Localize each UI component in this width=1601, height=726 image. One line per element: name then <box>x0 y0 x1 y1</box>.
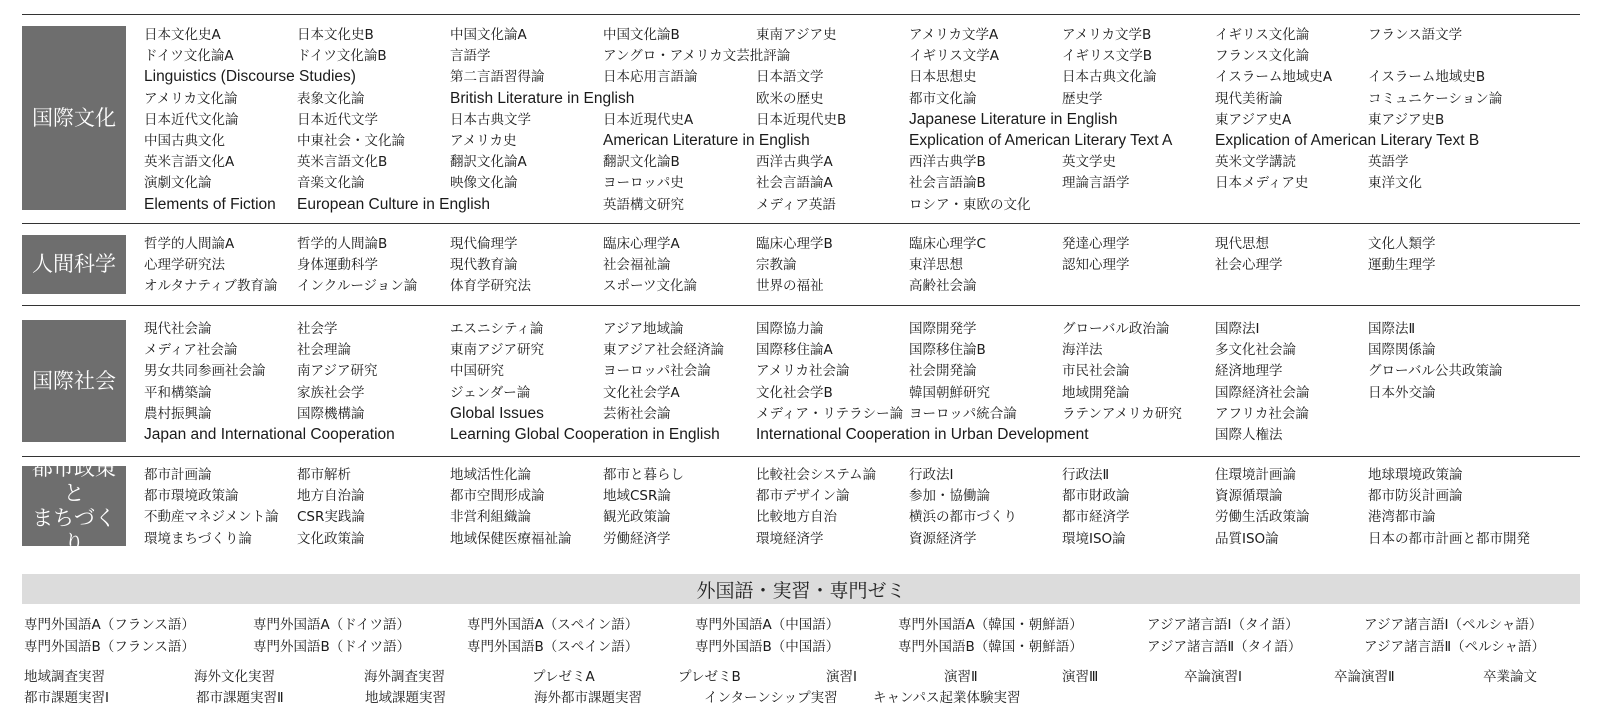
course-item: 日本文化史B <box>297 27 374 43</box>
course-item: 翻訳文化論A <box>450 154 527 171</box>
course-item: 日本古典文学 <box>450 111 531 128</box>
language-course-item: アジア諸言語Ⅰ（ペルシャ語） <box>1364 617 1543 633</box>
course-item: 臨床心理学A <box>603 236 680 252</box>
course-item: 文化政策論 <box>297 530 365 547</box>
course-item: 経済地理学 <box>1215 363 1283 380</box>
course-item: ドイツ文化論A <box>144 48 234 65</box>
course-item: 日本近現代史A <box>603 111 694 128</box>
course-item: グローバル政治論 <box>1062 321 1170 337</box>
course-item: 都市文化論 <box>909 90 977 107</box>
course-item: オルタナティブ教育論 <box>144 278 278 295</box>
course-item: 不動産マネジメント論 <box>144 509 279 526</box>
course-item: ドイツ文化論B <box>297 48 387 65</box>
course-item: ラテンアメリカ研究 <box>1062 405 1182 422</box>
language-course-item: 専門外国語A（韓国・朝鮮語） <box>898 617 1083 633</box>
course-item: 比較地方自治 <box>756 509 837 526</box>
course-item: 日本思想史 <box>909 69 977 86</box>
section-divider <box>22 305 1580 306</box>
course-item: 中東社会・文化論 <box>297 133 405 149</box>
course-item: 環境まちづくり論 <box>144 530 252 547</box>
course-item: 臨床心理学C <box>909 236 986 252</box>
section-divider <box>22 223 1580 224</box>
practicum-item: 海外文化実習 <box>194 669 275 685</box>
course-item: 地球環境政策論 <box>1368 467 1463 483</box>
course-item: 心理学研究法 <box>144 257 225 274</box>
course-item: British Literature in English <box>450 89 635 107</box>
practicum-item: 卒論演習Ⅰ <box>1184 669 1242 685</box>
course-item: Linguistics (Discourse Studies) <box>144 68 356 86</box>
course-item: 国際法Ⅱ <box>1368 321 1416 337</box>
practicum-item: プレゼミA <box>532 669 595 685</box>
course-item: 言語学 <box>450 48 491 65</box>
course-item: 港湾都市論 <box>1368 509 1436 526</box>
course-item: Global Issues <box>450 404 544 422</box>
language-course-item: 専門外国語A（中国語） <box>695 617 840 633</box>
course-item: Explication of American Literary Text A <box>909 132 1173 149</box>
course-item: 文化社会学A <box>603 384 680 401</box>
practicum-item: 演習Ⅰ <box>826 669 857 685</box>
course-item: Elements of Fiction <box>144 195 276 213</box>
course-item: インクルージョン論 <box>297 278 418 295</box>
course-item: 環境ISO論 <box>1062 530 1126 547</box>
course-item: 労働生活政策論 <box>1215 509 1310 526</box>
course-item: 翻訳文化論B <box>603 154 680 171</box>
course-item: 社会理論 <box>297 342 351 359</box>
course-item: 社会言語論A <box>756 175 833 192</box>
course-item: コミュニケーション論 <box>1368 90 1503 107</box>
course-item: イスラーム地域史A <box>1215 69 1333 86</box>
course-item: 日本の都市計画と都市開発 <box>1368 530 1530 547</box>
course-item: CSR実践論 <box>297 509 365 526</box>
language-course-item: 専門外国語B（スペイン語） <box>467 639 639 655</box>
course-item: 地域保健医療福祉論 <box>450 530 572 547</box>
course-item: イギリス文学B <box>1062 48 1152 65</box>
course-item: 現代教育論 <box>450 257 518 274</box>
course-item: アフリカ社会論 <box>1215 405 1309 422</box>
course-item: 英語構文研究 <box>603 196 684 213</box>
course-item: アングロ・アメリカ文芸批評論 <box>603 48 791 65</box>
category-label-line: 都市政策 <box>32 456 116 480</box>
course-item: 東アジア史A <box>1215 111 1292 128</box>
course-item: 映像文化論 <box>450 175 518 192</box>
practicum-item: 海外調査実習 <box>364 669 445 685</box>
course-item: 都市デザイン論 <box>756 488 850 505</box>
practicum-item: キャンパス起業体験実習 <box>873 690 1021 706</box>
course-item: 国際経済社会論 <box>1215 384 1310 401</box>
course-item: ヨーロッパ社会論 <box>603 363 711 380</box>
course-item: 演劇文化論 <box>144 175 212 192</box>
practicum-item: 海外都市課題実習 <box>534 690 642 706</box>
language-course-item: 専門外国語B（フランス語） <box>24 639 195 655</box>
practicum-item: 都市課題実習Ⅰ <box>24 690 109 706</box>
course-item: 日本応用言語論 <box>603 69 698 86</box>
course-item: 中国文化論B <box>603 27 680 43</box>
course-item: 欧米の歴史 <box>756 90 824 107</box>
course-item: 東南アジア研究 <box>450 342 544 359</box>
course-item: 参加・協働論 <box>909 488 990 505</box>
course-item: 労働経済学 <box>603 530 671 547</box>
language-course-item: 専門外国語A（フランス語） <box>24 617 195 633</box>
course-item: 世界の福祉 <box>756 278 824 295</box>
course-item: 東洋文化 <box>1368 175 1422 192</box>
course-item: 認知心理学 <box>1062 257 1130 274</box>
course-item: 社会福祉論 <box>603 257 671 274</box>
course-item: 中国文化論A <box>450 27 527 43</box>
course-item: 国際法Ⅰ <box>1215 321 1260 337</box>
course-item: イギリス文化論 <box>1215 27 1310 43</box>
section-banner <box>22 574 1580 604</box>
top-rule <box>22 14 1580 15</box>
course-item: ヨーロッパ統合論 <box>909 405 1017 422</box>
course-item: 国際機構論 <box>297 405 365 422</box>
course-item: ロシア・東欧の文化 <box>909 196 1031 213</box>
course-item: 都市解析 <box>297 467 351 483</box>
practicum-item: 演習Ⅲ <box>1062 669 1099 685</box>
course-item: 歴史学 <box>1062 90 1103 107</box>
course-item: 都市環境政策論 <box>144 488 239 505</box>
course-item: 現代美術論 <box>1215 90 1283 107</box>
language-course-item: 専門外国語B（ドイツ語） <box>253 639 411 655</box>
language-course-item: アジア諸言語Ⅱ（ペルシャ語） <box>1364 639 1545 655</box>
course-item: アメリカ文化論 <box>144 90 238 107</box>
course-item: 横浜の都市づくり <box>909 509 1017 526</box>
course-item: メディア・リテラシー論 <box>756 405 904 422</box>
practicum-item: プレゼミB <box>678 669 741 685</box>
course-item: 国際人権法 <box>1215 427 1283 443</box>
course-item: 地域開発論 <box>1062 384 1130 401</box>
course-item: 日本語文学 <box>756 69 824 86</box>
practicum-item: 都市課題実習Ⅱ <box>196 690 284 706</box>
course-item: 英米言語文化B <box>297 154 388 171</box>
practicum-item: 演習Ⅱ <box>944 669 978 685</box>
language-course-item: 専門外国語B（中国語） <box>695 639 840 655</box>
course-item: スポーツ文化論 <box>603 278 697 295</box>
course-item: Explication of American Literary Text B <box>1215 132 1480 149</box>
course-item: 品質ISO論 <box>1215 530 1279 547</box>
course-item: イスラーム地域史B <box>1368 69 1486 86</box>
course-item: 英語学 <box>1368 154 1409 171</box>
course-item: フランス語文学 <box>1368 27 1463 43</box>
course-item: 社会開発論 <box>909 363 977 380</box>
course-item: 行政法Ⅰ <box>909 467 954 483</box>
course-item: メディア社会論 <box>144 342 238 359</box>
course-item: 国際移住論A <box>756 342 833 359</box>
category-label-line: まちづくり <box>32 506 116 555</box>
course-item: 発達心理学 <box>1062 236 1130 252</box>
practicum-item: インターンシップ実習 <box>704 690 838 706</box>
course-item: 日本メディア史 <box>1215 175 1309 192</box>
category-label: 国際社会 <box>22 320 126 442</box>
category-label: 国際文化 <box>22 26 126 210</box>
course-item: 第二言語習得論 <box>450 69 545 86</box>
course-item: 東アジア史B <box>1368 111 1445 128</box>
practicum-item: 地域課題実習 <box>365 690 446 706</box>
course-item: 現代社会論 <box>144 321 212 337</box>
course-item: 都市空間形成論 <box>450 488 545 505</box>
course-item: 環境経済学 <box>756 530 824 547</box>
course-item: 身体運動科学 <box>297 257 378 274</box>
category-label-line: と <box>63 481 85 505</box>
course-item: 韓国朝鮮研究 <box>909 384 990 401</box>
practicum-item: 地域調査実習 <box>24 669 105 685</box>
course-item: 西洋古典学A <box>756 154 833 171</box>
course-item: 農村振興論 <box>144 405 212 422</box>
course-item: Japan and International Cooperation <box>144 426 395 443</box>
course-item: 西洋古典学B <box>909 154 986 171</box>
course-item: Learning Global Cooperation in English <box>450 426 720 443</box>
course-item: 英米言語文化A <box>144 154 235 171</box>
section-divider <box>22 456 1580 457</box>
course-item: 都市計画論 <box>144 467 212 483</box>
course-item: 国際開発学 <box>909 321 977 337</box>
course-item: 運動生理学 <box>1368 257 1436 274</box>
course-item: 男女共同参画社会論 <box>144 363 266 380</box>
course-item: Japanese Literature in English <box>909 110 1118 128</box>
course-item: 都市財政論 <box>1062 488 1130 505</box>
course-item: 資源循環論 <box>1215 488 1283 505</box>
course-item: メディア英語 <box>756 196 836 213</box>
course-item: 東南アジア史 <box>756 27 837 43</box>
course-item: 東洋思想 <box>909 257 963 274</box>
course-item: 中国研究 <box>450 363 504 380</box>
course-item: American Literature in English <box>603 132 810 149</box>
course-item: イギリス文学A <box>909 48 999 65</box>
category-label: 人間科学 <box>22 235 126 294</box>
course-item: 資源経済学 <box>909 530 977 547</box>
course-item: 非営利組織論 <box>450 509 531 526</box>
course-item: 芸術社会論 <box>603 405 671 422</box>
course-item: 多文化社会論 <box>1215 342 1296 359</box>
course-item: アメリカ文学A <box>909 27 999 43</box>
course-item: 文化人類学 <box>1368 236 1436 252</box>
course-item: 音楽文化論 <box>297 175 365 192</box>
course-item: 観光政策論 <box>603 509 671 526</box>
course-item: 国際関係論 <box>1368 342 1436 359</box>
course-item: International Cooperation in Urban Development <box>756 426 1089 443</box>
course-item: 英文学史 <box>1062 154 1116 171</box>
course-item: 家族社会学 <box>297 384 365 401</box>
course-item: 南アジア研究 <box>297 363 378 380</box>
language-course-item: 専門外国語B（韓国・朝鮮語） <box>898 639 1083 655</box>
banner-title: 外国語・実習・専門ゼミ <box>696 579 906 602</box>
course-item: 現代思想 <box>1215 236 1269 252</box>
course-item: 住環境計画論 <box>1215 467 1296 483</box>
course-item: 体育学研究法 <box>450 278 531 295</box>
course-item: エスニシティ論 <box>450 321 544 337</box>
course-item: 社会心理学 <box>1215 257 1283 274</box>
course-item: ジェンダー論 <box>450 384 531 401</box>
course-item: 社会言語論B <box>909 175 986 192</box>
course-item: 地域CSR論 <box>603 488 671 505</box>
course-item: 地域活性化論 <box>450 467 531 483</box>
language-course-item: アジア諸言語Ⅱ（タイ語） <box>1147 639 1302 655</box>
course-item: 現代倫理学 <box>450 236 518 252</box>
course-item: アメリカ社会論 <box>756 363 850 380</box>
course-item: 海洋法 <box>1062 342 1103 359</box>
course-item: 文化社会学B <box>756 384 833 401</box>
course-item: 宗教論 <box>756 257 797 274</box>
course-item: European Culture in English <box>297 195 491 213</box>
course-item: ヨーロッパ史 <box>603 175 684 192</box>
course-item: 臨床心理学B <box>756 236 833 252</box>
course-item: 高齢社会論 <box>909 278 977 295</box>
course-item: 日本文化史A <box>144 27 221 43</box>
practicum-item: 卒論演習Ⅱ <box>1334 669 1395 685</box>
language-course-item: 専門外国語A（ドイツ語） <box>253 617 411 633</box>
course-item: フランス文化論 <box>1215 48 1310 65</box>
course-item: 東アジア社会経済論 <box>603 342 724 359</box>
course-item: アジア地域論 <box>603 321 684 337</box>
course-item: グローバル公共政策論 <box>1368 363 1503 380</box>
course-item: 哲学的人間論A <box>144 236 235 252</box>
course-item: 理論言語学 <box>1062 175 1130 192</box>
course-item: 地方自治論 <box>297 488 365 505</box>
course-item: 都市と暮らし <box>603 467 684 483</box>
course-item: 比較社会システム論 <box>756 467 877 483</box>
course-item: アメリカ文学B <box>1062 27 1152 43</box>
course-item: アメリカ史 <box>450 133 517 149</box>
language-course-item: アジア諸言語Ⅰ（タイ語） <box>1147 617 1299 633</box>
course-item: 日本古典文化論 <box>1062 69 1157 86</box>
course-item: 国際協力論 <box>756 321 824 337</box>
course-item: 表象文化論 <box>297 90 365 107</box>
course-item: 市民社会論 <box>1062 363 1130 380</box>
course-item: 英米文学講読 <box>1215 154 1296 171</box>
course-item: 行政法Ⅱ <box>1062 467 1110 483</box>
course-item: 平和構築論 <box>144 384 212 401</box>
course-item: 日本近代文化論 <box>144 111 239 128</box>
course-item: 社会学 <box>297 321 338 337</box>
practicum-item: 卒業論文 <box>1483 669 1537 685</box>
course-item: 中国古典文化 <box>144 133 225 149</box>
language-course-item: 専門外国語A（スペイン語） <box>467 617 639 633</box>
category-label <box>22 456 126 555</box>
course-item: 日本近代文学 <box>297 111 378 128</box>
course-item: 都市経済学 <box>1062 509 1130 526</box>
course-item: 日本外交論 <box>1368 384 1436 401</box>
course-item: 都市防災計画論 <box>1368 488 1463 505</box>
course-item: 国際移住論B <box>909 342 986 359</box>
course-item: 日本近現代史B <box>756 111 847 128</box>
course-item: 哲学的人間論B <box>297 236 388 252</box>
